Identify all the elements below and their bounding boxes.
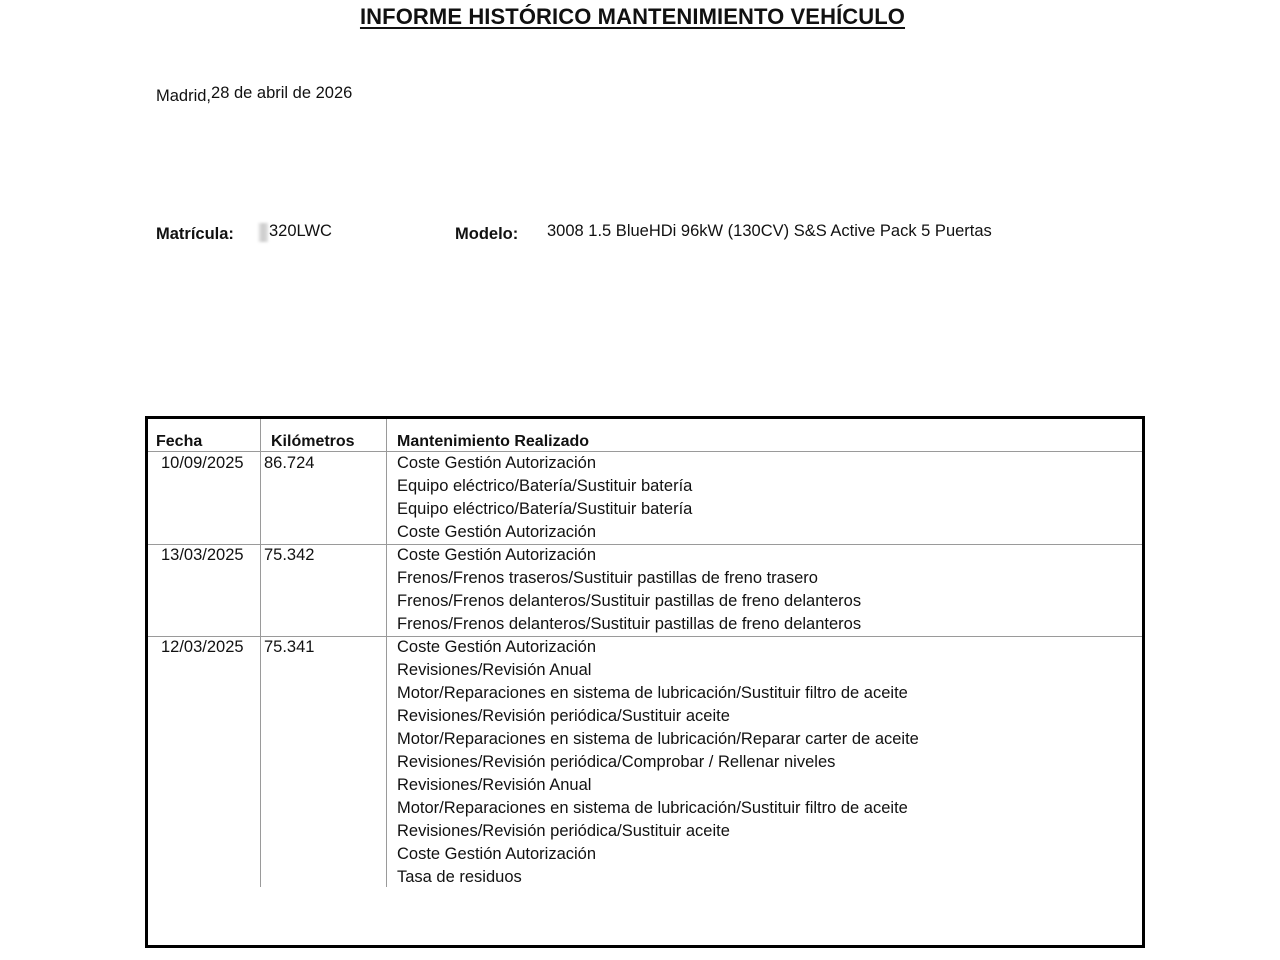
report-date: 28 de abril de 2026: [211, 84, 353, 102]
maintenance-item: Revisiones/Revisión Anual: [397, 776, 592, 794]
row-km: 75.342: [264, 546, 315, 564]
maintenance-item: Coste Gestión Autorización: [397, 523, 597, 541]
row-date: 10/09/2025: [161, 454, 244, 472]
row-maintenance-list: [397, 636, 919, 889]
maintenance-item: Revisiones/Revisión Anual: [397, 661, 592, 679]
maintenance-item: Revisiones/Revisión periódica/Comprobar / Rellenar niveles: [397, 753, 836, 771]
maintenance-item: Tasa de residuos: [397, 868, 522, 886]
table-row: [148, 452, 1142, 545]
maintenance-item: Equipo eléctrico/Batería/Sustituir batería: [397, 477, 693, 495]
maintenance-item: Equipo eléctrico/Batería/Sustituir batería: [397, 500, 693, 518]
table-row: [148, 544, 1142, 637]
maintenance-item: Frenos/Frenos delanteros/Sustituir pastillas de freno delanteros: [397, 615, 862, 633]
header-work: Mantenimiento Realizado: [397, 433, 590, 450]
plate-label: Matrícula:: [156, 225, 234, 243]
maintenance-item: Frenos/Frenos traseros/Sustituir pastillas de freno trasero: [397, 569, 818, 587]
maintenance-item: Revisiones/Revisión periódica/Sustituir aceite: [397, 707, 730, 725]
maintenance-table: [145, 416, 1145, 948]
maintenance-item: Coste Gestión Autorización: [397, 638, 597, 656]
redacted-mark: [258, 223, 268, 242]
maintenance-item: Motor/Reparaciones en sistema de lubricación/Sustituir filtro de aceite: [397, 799, 908, 817]
maintenance-item: Coste Gestión Autorización: [397, 546, 597, 564]
table-row: [148, 636, 1142, 889]
row-km: 75.341: [264, 638, 315, 656]
row-date: 13/03/2025: [161, 546, 244, 564]
row-date: 12/03/2025: [161, 638, 244, 656]
plate-value: 320LWC: [269, 222, 332, 240]
maintenance-item: Revisiones/Revisión periódica/Sustituir aceite: [397, 822, 730, 840]
model-label: Modelo:: [455, 225, 519, 243]
model-value: 3008 1.5 BlueHDi 96kW (130CV) S&S Active Pack 5 Puertas: [547, 222, 992, 240]
report-title: INFORME HISTÓRICO MANTENIMIENTO VEHÍCULO: [359, 4, 906, 29]
maintenance-item: Motor/Reparaciones en sistema de lubricación/Sustituir filtro de aceite: [397, 684, 908, 702]
row-maintenance-list: [397, 544, 861, 636]
row-km: 86.724: [264, 454, 315, 472]
maintenance-item: Motor/Reparaciones en sistema de lubricación/Reparar carter de aceite: [397, 730, 919, 748]
maintenance-item: Coste Gestión Autorización: [397, 454, 597, 472]
header-date: Fecha: [156, 433, 203, 450]
row-maintenance-list: [397, 452, 692, 544]
maintenance-item: Coste Gestión Autorización: [397, 845, 597, 863]
maintenance-item: Frenos/Frenos delanteros/Sustituir pastillas de freno delanteros: [397, 592, 862, 610]
place-name: Madrid,: [156, 87, 212, 105]
place-date: [156, 84, 352, 103]
header-km: Kilómetros: [271, 433, 355, 450]
